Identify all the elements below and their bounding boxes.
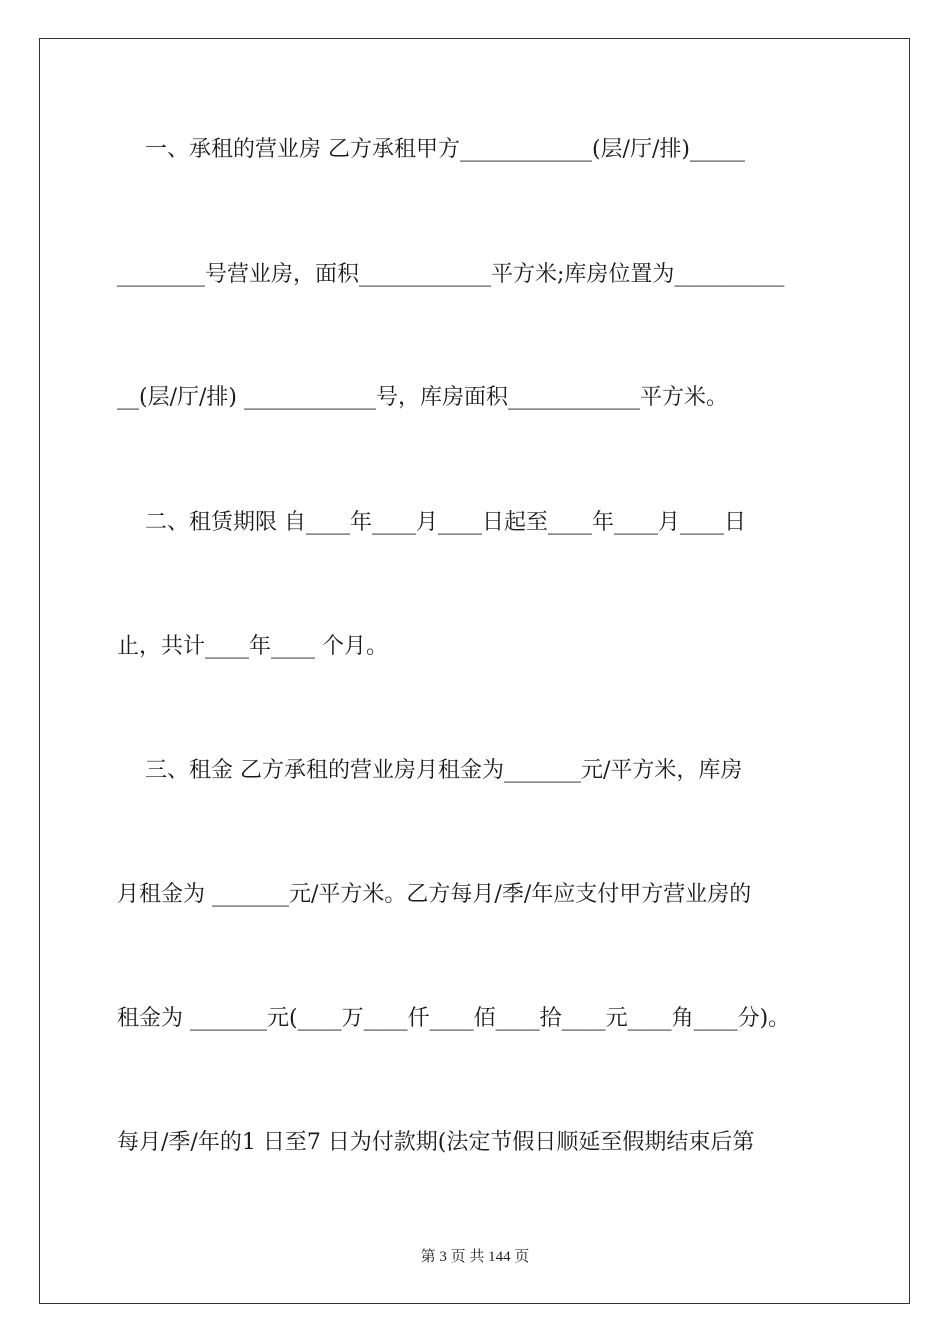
text-line-4: 二、租赁期限 自____年____月____日起至____年____月____日 <box>117 510 746 535</box>
text-line-9: 每月/季/年的1 日至7 日为付款期(法定节假日顺延至假期结束后第 <box>117 1130 755 1155</box>
text-line-6: 三、租金 乙方承租的营业房月租金为_______元/平方米，库房 <box>117 758 743 783</box>
page-number-footer: 第 3 页 共 144 页 <box>420 1249 530 1265</box>
text-line-8: 租金为 _______元(____万____仟____佰____拾____元____角____分)。 <box>117 1006 791 1031</box>
text-line-7: 月租金为 _______元/平方米。乙方每月/季/年应支付甲方营业房的 <box>117 882 752 907</box>
text-line-5: 止，共计____年____ 个月。 <box>117 634 388 659</box>
page-frame <box>39 38 910 1304</box>
text-line-2: ________号营业房，面积____________平方米;库房位置为__________ <box>117 262 785 287</box>
text-line-3: __(层/厅/排) ____________号，库房面积____________平方米。 <box>117 385 728 410</box>
text-line-1: 一、承租的营业房 乙方承租甲方____________(层/厅/排)_____ <box>117 137 745 162</box>
